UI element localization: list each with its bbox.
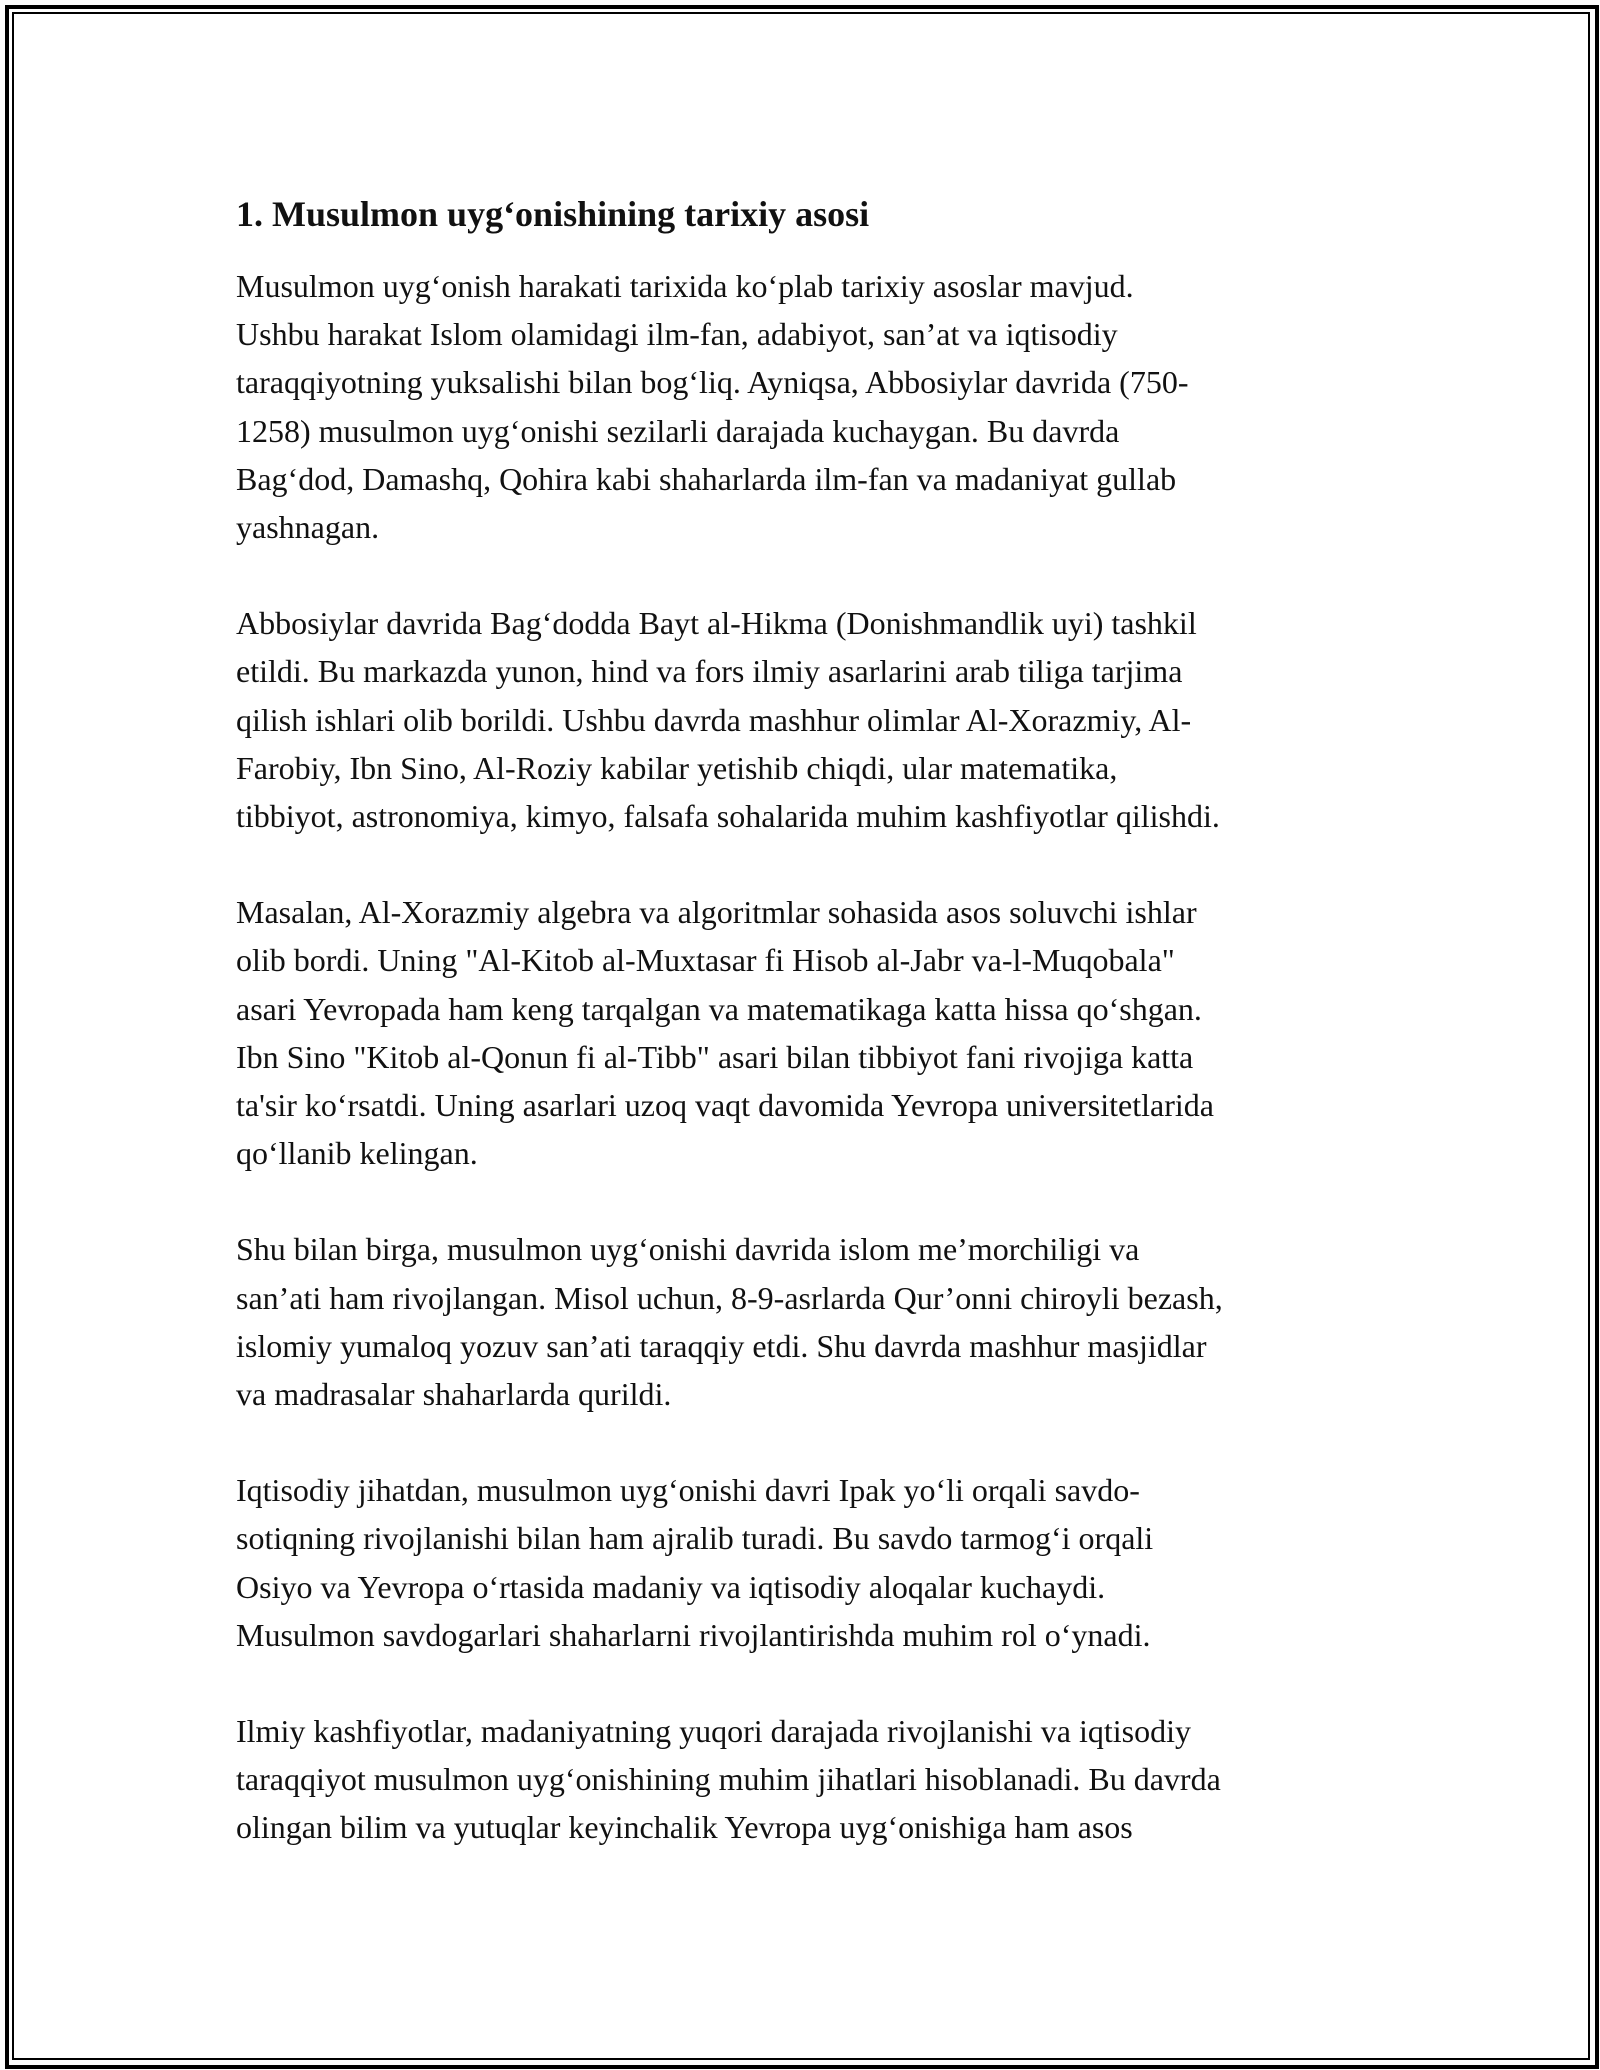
text-line: yashnagan. [236,509,380,546]
text-line: islomiy yumaloq yozuv san’ati taraqqiy etdi. Shu davrda mashhur masjidlar [236,1327,1207,1364]
paragraph-3 [236,888,1376,1177]
paragraph-5 [236,1466,1376,1659]
text-line: Ilmiy kashfiyotlar, madaniyatning yuqori darajada rivojlanishi va iqtisodiy [236,1713,1191,1750]
text-line: Ibn Sino "Kitob al-Qonun fi al-Tibb" asari bilan tibbiyot fani rivojiga katta [236,1038,1194,1075]
text-line: Farobiy, Ibn Sino, Al-Roziy kabilar yetishib chiqdi, ular matematika, [236,749,1118,786]
text-line: Musulmon uyg‘onish harakati tarixida ko‘plab tarixiy asoslar mavjud. [236,268,1134,304]
text-line: olib bordi. Uning "Al-Kitob al-Muxtasar fi Hisob al-Jabr va-l-Muqobala" [236,942,1175,979]
text-line: ta'sir ko‘rsatdi. Uning asarlari uzoq vaqt davomida Yevropa universitetlarida [236,1087,1214,1124]
text-line: asari Yevropada ham keng tarqalgan va matematikaga katta hissa qo‘shgan. [236,990,1202,1027]
paragraph-6 [236,1707,1376,1852]
text-line: qo‘llanib kelingan. [236,1135,478,1172]
text-line: Abbosiylar davrida Bag‘dodda Bayt al-Hikma (Donishmandlik uyi) tashkil [236,605,1197,642]
text-line: olingan bilim va yutuqlar keyinchalik Yevropa uyg‘onishiga ham asos [236,1809,1133,1846]
text-line: taraqqiyotning yuksalishi bilan bog‘liq. Ayniqsa, Abbosiylar davrida (750- [236,364,1189,401]
text-line: san’ati ham rivojlangan. Misol uchun, 8-9-asrlarda Qur’onni chiroyli bezash, [236,1279,1223,1316]
text-line: qilish ishlari olib borildi. Ushbu davrda mashhur olimlar Al-Xorazmiy, Al- [236,701,1192,738]
text-line: 1258) musulmon uyg‘onishi sezilarli darajada kuchaygan. Bu davrda [236,412,1120,449]
document-body [236,188,1376,1900]
paragraph-2 [236,599,1376,840]
text-line: va madrasalar shaharlarda qurildi. [236,1376,672,1413]
text-line: sotiqning rivojlanishi bilan ham ajralib turadi. Bu savdo tarmog‘i orqali [236,1520,1154,1557]
text-line: Osiyo va Yevropa o‘rtasida madaniy va iqtisodiy aloqalar kuchaydi. [236,1568,1106,1605]
paragraph-1 [236,262,1376,551]
text-line: Iqtisodiy jihatdan, musulmon uyg‘onishi davri Ipak yo‘li orqali savdo- [236,1472,1140,1509]
section-heading: 1. Musulmon uyg‘onishining tarixiy asosi [236,194,870,234]
text-line: taraqqiyot musulmon uyg‘onishining muhim jihatlari hisoblanadi. Bu davrda [236,1761,1221,1798]
text-line: Bag‘dod, Damashq, Qohira kabi shaharlarda ilm-fan va madaniyat gullab [236,460,1177,497]
paragraph-4 [236,1225,1376,1418]
text-line: Musulmon savdogarlari shaharlarni rivojlantirishda muhim rol o‘ynadi. [236,1616,1151,1653]
text-line: tibbiyot, astronomiya, kimyo, falsafa sohalarida muhim kashfiyotlar qilishdi. [236,798,1220,835]
text-line: etildi. Bu markazda yunon, hind va fors ilmiy asarlarini arab tiliga tarjima [236,653,1183,690]
text-line: Shu bilan birga, musulmon uyg‘onishi davrida islom me’morchiligi va [236,1231,1140,1268]
text-line: Ushbu harakat Islom olamidagi ilm-fan, adabiyot, san’at va iqtisodiy [236,316,1118,353]
text-line: Masalan, Al-Xorazmiy algebra va algoritmlar sohasida asos soluvchi ishlar [236,894,1197,931]
